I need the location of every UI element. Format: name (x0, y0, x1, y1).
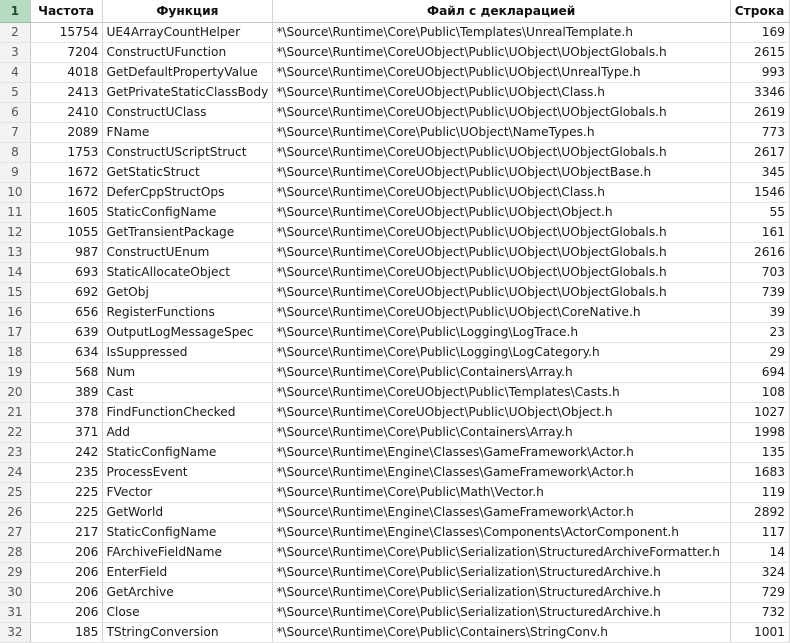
freq-cell[interactable]: 206 (30, 603, 103, 623)
line-cell[interactable]: 993 (731, 63, 790, 83)
line-cell[interactable]: 117 (731, 523, 790, 543)
table-row (0, 123, 790, 143)
file-path-cell[interactable]: *\Source\Runtime\Core\Public\Containers\StringConv.h (273, 623, 731, 643)
function-cell[interactable]: OutputLogMessageSpec (103, 323, 273, 343)
freq-cell[interactable]: 1605 (30, 203, 103, 223)
freq-cell[interactable]: 225 (30, 483, 103, 503)
function-cell[interactable]: StaticAllocateObject (103, 263, 273, 283)
line-cell[interactable]: 324 (731, 563, 790, 583)
function-cell[interactable]: GetArchive (103, 583, 273, 603)
file-path-cell[interactable]: *\Source\Runtime\Engine\Classes\GameFramework\Actor.h (273, 463, 731, 483)
freq-cell[interactable]: 378 (30, 403, 103, 423)
line-cell[interactable]: 39 (731, 303, 790, 323)
freq-cell[interactable]: 1672 (30, 163, 103, 183)
file-path-cell[interactable]: *\Source\Runtime\CoreUObject\Public\UObject\Object.h (273, 203, 731, 223)
file-path-cell[interactable]: *\Source\Runtime\Core\Public\Serialization\StructuredArchiveFormatter.h (273, 543, 731, 563)
row-number[interactable]: 16 (0, 303, 30, 323)
table-row (0, 443, 790, 463)
header-file-cell[interactable]: Файл с декларацией (273, 0, 731, 23)
table-row (0, 623, 790, 643)
function-cell[interactable]: GetStaticStruct (103, 163, 273, 183)
line-cell[interactable]: 135 (731, 443, 790, 463)
line-cell[interactable]: 14 (731, 543, 790, 563)
file-path-cell[interactable]: *\Source\Runtime\CoreUObject\Public\UObject\UnrealType.h (273, 63, 731, 83)
function-cell[interactable]: FVector (103, 483, 273, 503)
file-path-cell[interactable]: *\Source\Runtime\Core\Public\UObject\NameTypes.h (273, 123, 731, 143)
freq-cell[interactable]: 568 (30, 363, 103, 383)
row-number[interactable]: 2 (0, 23, 30, 43)
file-path-cell[interactable]: *\Source\Runtime\CoreUObject\Public\UObject\UObjectGlobals.h (273, 43, 731, 63)
freq-cell[interactable]: 217 (30, 523, 103, 543)
table-row (0, 243, 790, 263)
line-cell[interactable]: 1546 (731, 183, 790, 203)
freq-cell[interactable]: 206 (30, 543, 103, 563)
line-cell[interactable]: 345 (731, 163, 790, 183)
freq-cell[interactable]: 389 (30, 383, 103, 403)
file-path-cell[interactable]: *\Source\Runtime\CoreUObject\Public\UObject\UObjectGlobals.h (273, 103, 731, 123)
file-path-cell[interactable]: *\Source\Runtime\Engine\Classes\GameFramework\Actor.h (273, 443, 731, 463)
row-number[interactable]: 30 (0, 583, 30, 603)
function-cell[interactable]: ConstructUEnum (103, 243, 273, 263)
file-path-cell[interactable]: *\Source\Runtime\CoreUObject\Public\UObject\CoreNative.h (273, 303, 731, 323)
freq-cell[interactable]: 15754 (30, 23, 103, 43)
row-number[interactable]: 7 (0, 123, 30, 143)
function-cell[interactable]: ConstructUScriptStruct (103, 143, 273, 163)
line-cell[interactable]: 1683 (731, 463, 790, 483)
row-number[interactable]: 18 (0, 343, 30, 363)
table-row (0, 183, 790, 203)
function-cell[interactable]: DeferCppStructOps (103, 183, 273, 203)
freq-cell[interactable]: 692 (30, 283, 103, 303)
file-path-cell[interactable]: *\Source\Runtime\CoreUObject\Public\UObject\Object.h (273, 403, 731, 423)
line-cell[interactable]: 2616 (731, 243, 790, 263)
line-cell[interactable]: 694 (731, 363, 790, 383)
table-row (0, 523, 790, 543)
file-path-cell[interactable]: *\Source\Runtime\CoreUObject\Public\UObject\UObjectGlobals.h (273, 223, 731, 243)
function-cell[interactable]: StaticConfigName (103, 443, 273, 463)
table-row (0, 363, 790, 383)
table-row (0, 403, 790, 423)
function-cell[interactable]: StaticConfigName (103, 203, 273, 223)
row-number[interactable]: 12 (0, 223, 30, 243)
row-number[interactable]: 11 (0, 203, 30, 223)
table-row (0, 423, 790, 443)
file-path-cell[interactable]: *\Source\Runtime\Core\Public\Logging\LogTrace.h (273, 323, 731, 343)
row-number[interactable]: 31 (0, 603, 30, 623)
table-row (0, 303, 790, 323)
freq-cell[interactable]: 656 (30, 303, 103, 323)
freq-cell[interactable]: 185 (30, 623, 103, 643)
file-path-cell[interactable]: *\Source\Runtime\Core\Public\Containers\Array.h (273, 423, 731, 443)
header-row (0, 0, 790, 23)
freq-cell[interactable]: 225 (30, 503, 103, 523)
freq-cell[interactable]: 2410 (30, 103, 103, 123)
line-cell[interactable]: 119 (731, 483, 790, 503)
row-number[interactable]: 17 (0, 323, 30, 343)
function-cell[interactable]: FName (103, 123, 273, 143)
line-cell[interactable]: 729 (731, 583, 790, 603)
line-cell[interactable]: 3346 (731, 83, 790, 103)
line-cell[interactable]: 55 (731, 203, 790, 223)
row-number[interactable]: 22 (0, 423, 30, 443)
freq-cell[interactable]: 2413 (30, 83, 103, 103)
table-row (0, 343, 790, 363)
table-row (0, 483, 790, 503)
line-cell[interactable]: 2615 (731, 43, 790, 63)
function-cell[interactable]: GetDefaultPropertyValue (103, 63, 273, 83)
function-cell[interactable]: GetPrivateStaticClassBody (103, 83, 273, 103)
table-row (0, 563, 790, 583)
line-cell[interactable]: 1001 (731, 623, 790, 643)
row-number[interactable]: 20 (0, 383, 30, 403)
freq-cell[interactable]: 1753 (30, 143, 103, 163)
function-cell[interactable]: Num (103, 363, 273, 383)
function-cell[interactable]: Cast (103, 383, 273, 403)
line-cell[interactable]: 703 (731, 263, 790, 283)
function-cell[interactable]: ProcessEvent (103, 463, 273, 483)
freq-cell[interactable]: 4018 (30, 63, 103, 83)
row-number[interactable]: 23 (0, 443, 30, 463)
file-path-cell[interactable]: *\Source\Runtime\Core\Public\Math\Vector.h (273, 483, 731, 503)
row-number[interactable]: 19 (0, 363, 30, 383)
table-row (0, 43, 790, 63)
table-row (0, 603, 790, 623)
freq-cell[interactable]: 639 (30, 323, 103, 343)
function-cell[interactable]: RegisterFunctions (103, 303, 273, 323)
line-cell[interactable]: 739 (731, 283, 790, 303)
row-number[interactable]: 5 (0, 83, 30, 103)
row-number[interactable]: 26 (0, 503, 30, 523)
line-cell[interactable]: 169 (731, 23, 790, 43)
header-function-cell[interactable]: Функция (103, 0, 273, 23)
file-path-cell[interactable]: *\Source\Runtime\CoreUObject\Public\UObject\UObjectGlobals.h (273, 243, 731, 263)
file-path-cell[interactable]: *\Source\Runtime\Core\Public\Serialization\StructuredArchive.h (273, 603, 731, 623)
line-cell[interactable]: 773 (731, 123, 790, 143)
header-line-cell[interactable]: Строка (731, 0, 790, 23)
file-path-cell[interactable]: *\Source\Runtime\Core\Public\Logging\LogCategory.h (273, 343, 731, 363)
file-path-cell[interactable]: *\Source\Runtime\Engine\Classes\GameFramework\Actor.h (273, 503, 731, 523)
line-cell[interactable]: 1998 (731, 423, 790, 443)
function-cell[interactable]: ConstructUClass (103, 103, 273, 123)
freq-cell[interactable]: 693 (30, 263, 103, 283)
freq-cell[interactable]: 1055 (30, 223, 103, 243)
function-cell[interactable]: TStringConversion (103, 623, 273, 643)
row-number[interactable]: 6 (0, 103, 30, 123)
table-row (0, 23, 790, 43)
table-row (0, 63, 790, 83)
table-row (0, 163, 790, 183)
file-path-cell[interactable]: *\Source\Runtime\CoreUObject\Public\Templates\Casts.h (273, 383, 731, 403)
row-number[interactable]: 14 (0, 263, 30, 283)
line-cell[interactable]: 1027 (731, 403, 790, 423)
freq-cell[interactable]: 634 (30, 343, 103, 363)
file-path-cell[interactable]: *\Source\Runtime\CoreUObject\Public\UObject\UObjectGlobals.h (273, 143, 731, 163)
row-number-header[interactable]: 1 (0, 0, 30, 23)
row-number[interactable]: 29 (0, 563, 30, 583)
line-cell[interactable]: 23 (731, 323, 790, 343)
row-number[interactable]: 10 (0, 183, 30, 203)
table-row (0, 203, 790, 223)
freq-cell[interactable]: 206 (30, 583, 103, 603)
function-cell[interactable]: Close (103, 603, 273, 623)
line-cell[interactable]: 29 (731, 343, 790, 363)
file-path-cell[interactable]: *\Source\Runtime\Engine\Classes\Components\ActorComponent.h (273, 523, 731, 543)
row-number[interactable]: 4 (0, 63, 30, 83)
function-cell[interactable]: GetWorld (103, 503, 273, 523)
table-row (0, 283, 790, 303)
freq-cell[interactable]: 235 (30, 463, 103, 483)
row-number[interactable]: 9 (0, 163, 30, 183)
function-cell[interactable]: UE4ArrayCountHelper (103, 23, 273, 43)
line-cell[interactable]: 732 (731, 603, 790, 623)
file-path-cell[interactable]: *\Source\Runtime\CoreUObject\Public\UObject\UObjectBase.h (273, 163, 731, 183)
function-cell[interactable]: GetObj (103, 283, 273, 303)
table-row (0, 383, 790, 403)
table-row (0, 543, 790, 563)
function-cell[interactable]: IsSuppressed (103, 343, 273, 363)
table-row (0, 83, 790, 103)
row-number[interactable]: 32 (0, 623, 30, 643)
file-path-cell[interactable]: *\Source\Runtime\Core\Public\Serialization\StructuredArchive.h (273, 583, 731, 603)
freq-cell[interactable]: 7204 (30, 43, 103, 63)
table-row (0, 503, 790, 523)
row-number[interactable]: 21 (0, 403, 30, 423)
function-cell[interactable]: FindFunctionChecked (103, 403, 273, 423)
table-row (0, 463, 790, 483)
line-cell[interactable]: 108 (731, 383, 790, 403)
freq-cell[interactable]: 1672 (30, 183, 103, 203)
row-number[interactable]: 24 (0, 463, 30, 483)
function-cell[interactable]: FArchiveFieldName (103, 543, 273, 563)
function-cell[interactable]: StaticConfigName (103, 523, 273, 543)
line-cell[interactable]: 161 (731, 223, 790, 243)
row-number[interactable]: 15 (0, 283, 30, 303)
line-cell[interactable]: 2892 (731, 503, 790, 523)
freq-cell[interactable]: 206 (30, 563, 103, 583)
table-row (0, 143, 790, 163)
function-cell[interactable]: EnterField (103, 563, 273, 583)
freq-cell[interactable]: 371 (30, 423, 103, 443)
table-row (0, 103, 790, 123)
file-path-cell[interactable]: *\Source\Runtime\CoreUObject\Public\UObject\UObjectGlobals.h (273, 283, 731, 303)
table-row (0, 223, 790, 243)
freq-cell[interactable]: 2089 (30, 123, 103, 143)
file-path-cell[interactable]: *\Source\Runtime\CoreUObject\Public\UObject\UObjectGlobals.h (273, 263, 731, 283)
freq-cell[interactable]: 242 (30, 443, 103, 463)
line-cell[interactable]: 2619 (731, 103, 790, 123)
row-number[interactable]: 28 (0, 543, 30, 563)
row-number[interactable]: 3 (0, 43, 30, 63)
function-cell[interactable]: ConstructUFunction (103, 43, 273, 63)
table-row (0, 323, 790, 343)
row-number[interactable]: 13 (0, 243, 30, 263)
freq-cell[interactable]: 987 (30, 243, 103, 263)
file-path-cell[interactable]: *\Source\Runtime\CoreUObject\Public\UObject\Class.h (273, 183, 731, 203)
table-row (0, 583, 790, 603)
file-path-cell[interactable]: *\Source\Runtime\Core\Public\Serialization\StructuredArchive.h (273, 563, 731, 583)
line-cell[interactable]: 2617 (731, 143, 790, 163)
file-path-cell[interactable]: *\Source\Runtime\Core\Public\Containers\Array.h (273, 363, 731, 383)
header-freq-cell[interactable]: Частота (30, 0, 103, 23)
row-number[interactable]: 27 (0, 523, 30, 543)
function-cell[interactable]: GetTransientPackage (103, 223, 273, 243)
row-number[interactable]: 8 (0, 143, 30, 163)
function-cell[interactable]: Add (103, 423, 273, 443)
row-number[interactable]: 25 (0, 483, 30, 503)
file-path-cell[interactable]: *\Source\Runtime\Core\Public\Templates\UnrealTemplate.h (273, 23, 731, 43)
file-path-cell[interactable]: *\Source\Runtime\CoreUObject\Public\UObject\Class.h (273, 83, 731, 103)
table-row (0, 263, 790, 283)
